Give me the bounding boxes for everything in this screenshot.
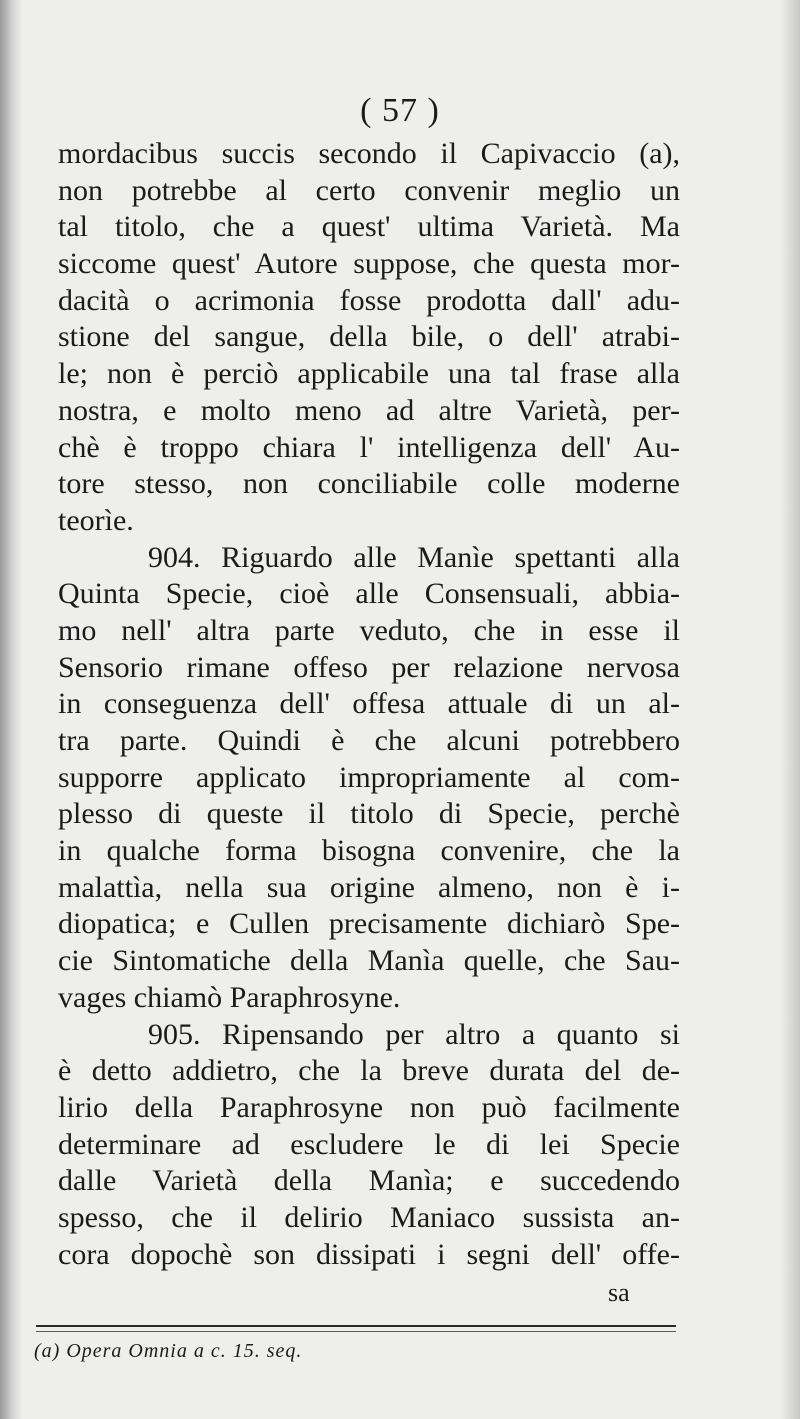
- paragraph-start-905: 905. Ripensando per altro a quanto si: [148, 1017, 680, 1051]
- text-line: spesso, che il delirio Maniaco sussista an-: [58, 1200, 680, 1234]
- text-line: nostra, e molto meno ad altre Varietà, per-: [58, 393, 680, 427]
- body-text: [58, 136, 680, 1273]
- text-line: lirio della Paraphrosyne non può facilmente: [58, 1090, 680, 1124]
- text-line: chè è troppo chiara l' intelligenza dell' Au-: [58, 430, 680, 464]
- text-line: Quinta Specie, cioè alle Consensuali, abbia-: [58, 577, 680, 611]
- text-line: tra parte. Quindi è che alcuni potrebbero: [58, 724, 680, 757]
- footnote-rule-thin: [36, 1331, 676, 1332]
- text-line: malattìa, nella sua origine almeno, non è i-: [58, 870, 680, 904]
- text-line: vages chiamò Paraphrosyne.: [58, 980, 401, 1014]
- text-line: plesso di queste il titolo di Specie, perchè: [58, 797, 680, 831]
- binding-shadow: [0, 0, 22, 1419]
- text-line: dacità o acrimonia fosse prodotta dall' adu-: [58, 283, 680, 317]
- text-line: in conseguenza dell' offesa attuale di un al-: [58, 687, 680, 721]
- text-line: mordacibus succis secondo il Capivaccio (a),: [58, 137, 680, 170]
- text-line: teorìe.: [58, 503, 134, 537]
- footnote: (a) Opera Omnia a c. 15. seq.: [34, 1340, 303, 1362]
- paragraph-start-904: 904. Riguardo alle Manìe spettanti alla: [148, 540, 680, 574]
- text-line: siccome quest' Autore suppose, che questa mor-: [58, 247, 680, 281]
- text-line: tal titolo, che a quest' ultima Varietà. Ma: [58, 210, 680, 244]
- footnote-rule: [36, 1325, 676, 1327]
- text-line: tore stesso, non conciliabile colle moderne: [58, 467, 680, 501]
- text-line: cie Sintomatiche della Manìa quelle, che Sau-: [58, 944, 680, 978]
- text-line: cora dopochè son dissipati i segni dell' offe-: [58, 1237, 680, 1271]
- text-line: determinare ad escludere le di lei Specie: [58, 1127, 680, 1161]
- text-line: dalle Varietà della Manìa; e succedendo: [58, 1164, 680, 1198]
- page-edge: [780, 0, 800, 1419]
- catchword: sa: [608, 1278, 630, 1307]
- text-line: mo nell' altra parte veduto, che in esse il: [58, 613, 680, 647]
- page-number: ( 57 ): [360, 92, 440, 129]
- text-line: le; non è perciò applicabile una tal frase alla: [58, 357, 680, 391]
- text-line: diopatica; e Cullen precisamente dichiarò Spe-: [58, 907, 680, 941]
- text-line: supporre applicato impropriamente al com-: [58, 760, 680, 794]
- text-line: è detto addietro, che la breve durata del de-: [58, 1054, 680, 1088]
- text-line: non potrebbe al certo convenir meglio un: [58, 173, 680, 207]
- text-line: in qualche forma bisogna convenire, che la: [58, 834, 680, 868]
- text-line: stione del sangue, della bile, o dell' atrabi-: [58, 320, 680, 354]
- text-line: Sensorio rimane offeso per relazione nervosa: [58, 650, 680, 684]
